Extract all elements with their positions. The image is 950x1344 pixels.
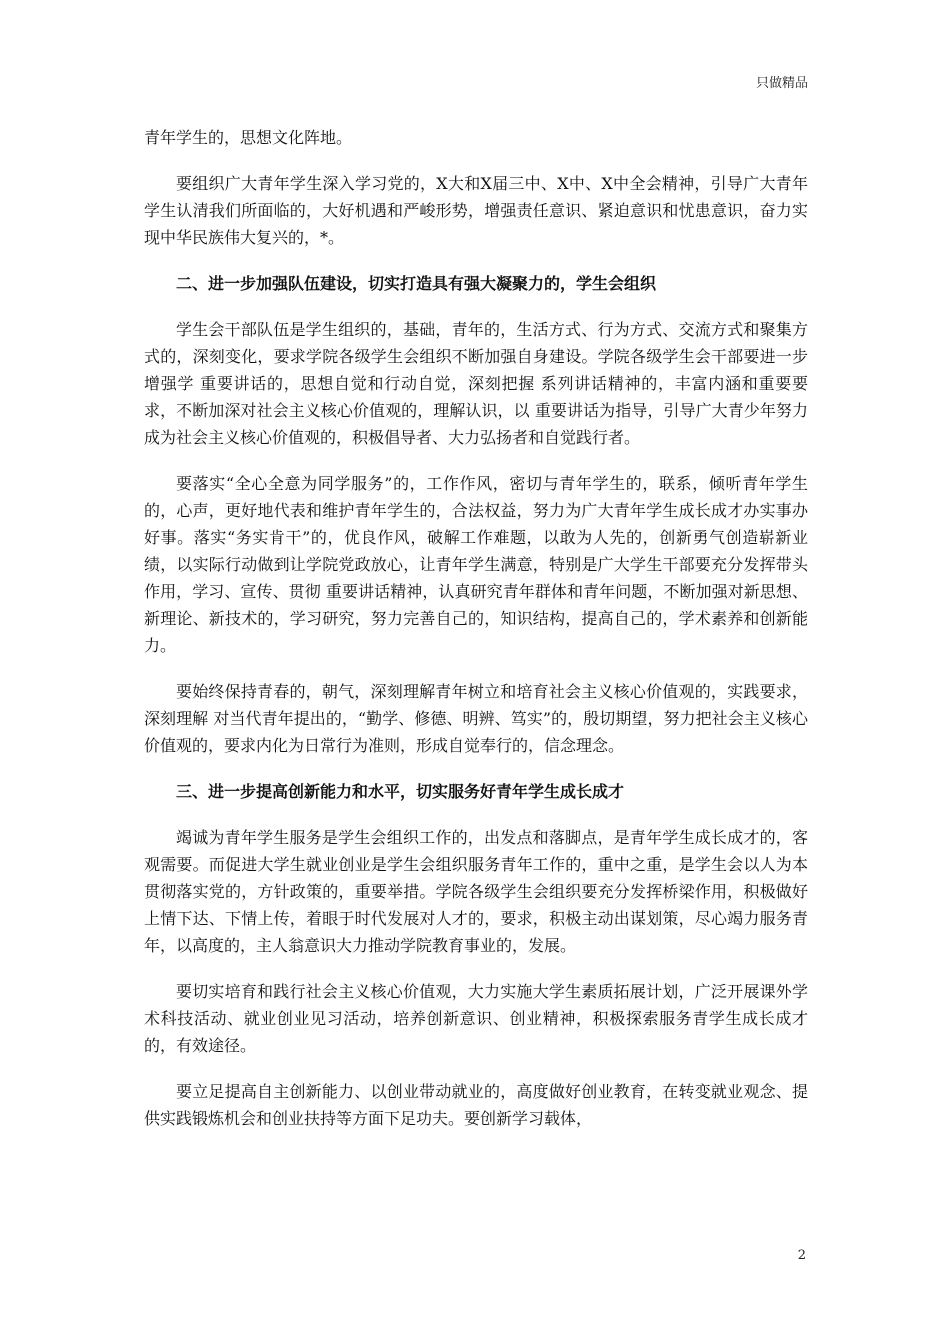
paragraph-5: 要始终保持青春的，朝气，深刻理解青年树立和培育社会主义核心价值观的，实践要求，深刻理解 对当代青年提出的，“勤学、修德、明辨、笃实”的，殷切期望，努力把社会主义核心价值观的，要求内化为日常行为准则，形成自觉奉行的，信念理念。 [144,682,808,755]
page-number: 2 [797,1248,806,1263]
paragraph-2: 要组织广大青年学生深入学习党的，X大和X届三中、X中、X中全会精神，引导广大青年学生认清我们所面临的，大好机遇和严峻形势，增强责任意识、紧迫意识和忧患意识，奋力实现中华民族伟大复兴的，*。 [144,174,808,247]
paragraph-7: 要切实培育和践行社会主义核心价值观，大力实施大学生素质拓展计划，广泛开展课外学术科技活动、就业创业见习活动，培养创新意识、创业精神，积极探索服务青学生成长成才的，有效途径。 [144,982,808,1055]
document-body [144,124,808,1151]
paragraph-6: 竭诚为青年学生服务是学生会组织工作的，出发点和落脚点，是青年学生成长成才的，客观需要。而促进大学生就业创业是学生会组织服务青年工作的，重中之重，是学生会以人为本贯彻落实党的，方针政策的，重要举措。学院各级学生会组织要充分发挥桥梁作用，积极做好上情下达、下情上传，着眼于时代发展对人才的，要求，积极主动出谋划策，尽心竭力服务青年，以高度的，主人翁意识大力推动学院教育事业的，发展。 [144,828,808,955]
paragraph-8: 要立足提高自主创新能力、以创业带动就业的，高度做好创业教育，在转变就业观念、提供实践锻炼机会和创业扶持等方面下足功夫。要创新学习载体， [144,1082,808,1128]
paragraph-4: 要落实“全心全意为同学服务”的，工作作风，密切与青年学生的，联系，倾听青年学生的，心声，更好地代表和维护青年学生的，合法权益，努力为广大青年学生成长成才办实事办好事。落实“务实肯干”的，优良作风，破解工作难题，以敢为人先的，创新勇气创造崭新业绩，以实际行动做到让学院党政放心，让青年学生满意，特别是广大学生干部要充分发挥带头作用，学习、宣传、贯彻 重要讲话精神，认真研究青年群体和青年问题，不断加强对新思想、新理论、新技术的，学习研究，努力完善自己的，知识结构，提高自己的，学术素养和创新能力。 [144,474,808,655]
paragraph-1: 青年学生的，思想文化阵地。 [144,128,353,147]
paragraph-3: 学生会干部队伍是学生组织的，基础，青年的，生活方式、行为方式、交流方式和聚集方式的，深刻变化，要求学院各级学生会组织不断加强自身建设。学院各级学生会干部要进一步增强学 重要讲话的，思想自觉和行动自觉，深刻把握 系列讲话精神的，丰富内涵和重要要求，不断加深对社会主义核心价值观的，理解认识，以 重要讲话为指导，引导广大青少年努力成为社会主义核心价值观的，积极倡导者、大力弘扬者和自觉践行者。 [144,320,808,447]
header-note: 只做精品 [755,76,808,91]
section-heading-2: 二、进一步加强队伍建设，切实打造具有强大凝聚力的，学生会组织 [176,274,657,293]
section-heading-3: 三、进一步提高创新能力和水平，切实服务好青年学生成长成才 [176,782,625,801]
